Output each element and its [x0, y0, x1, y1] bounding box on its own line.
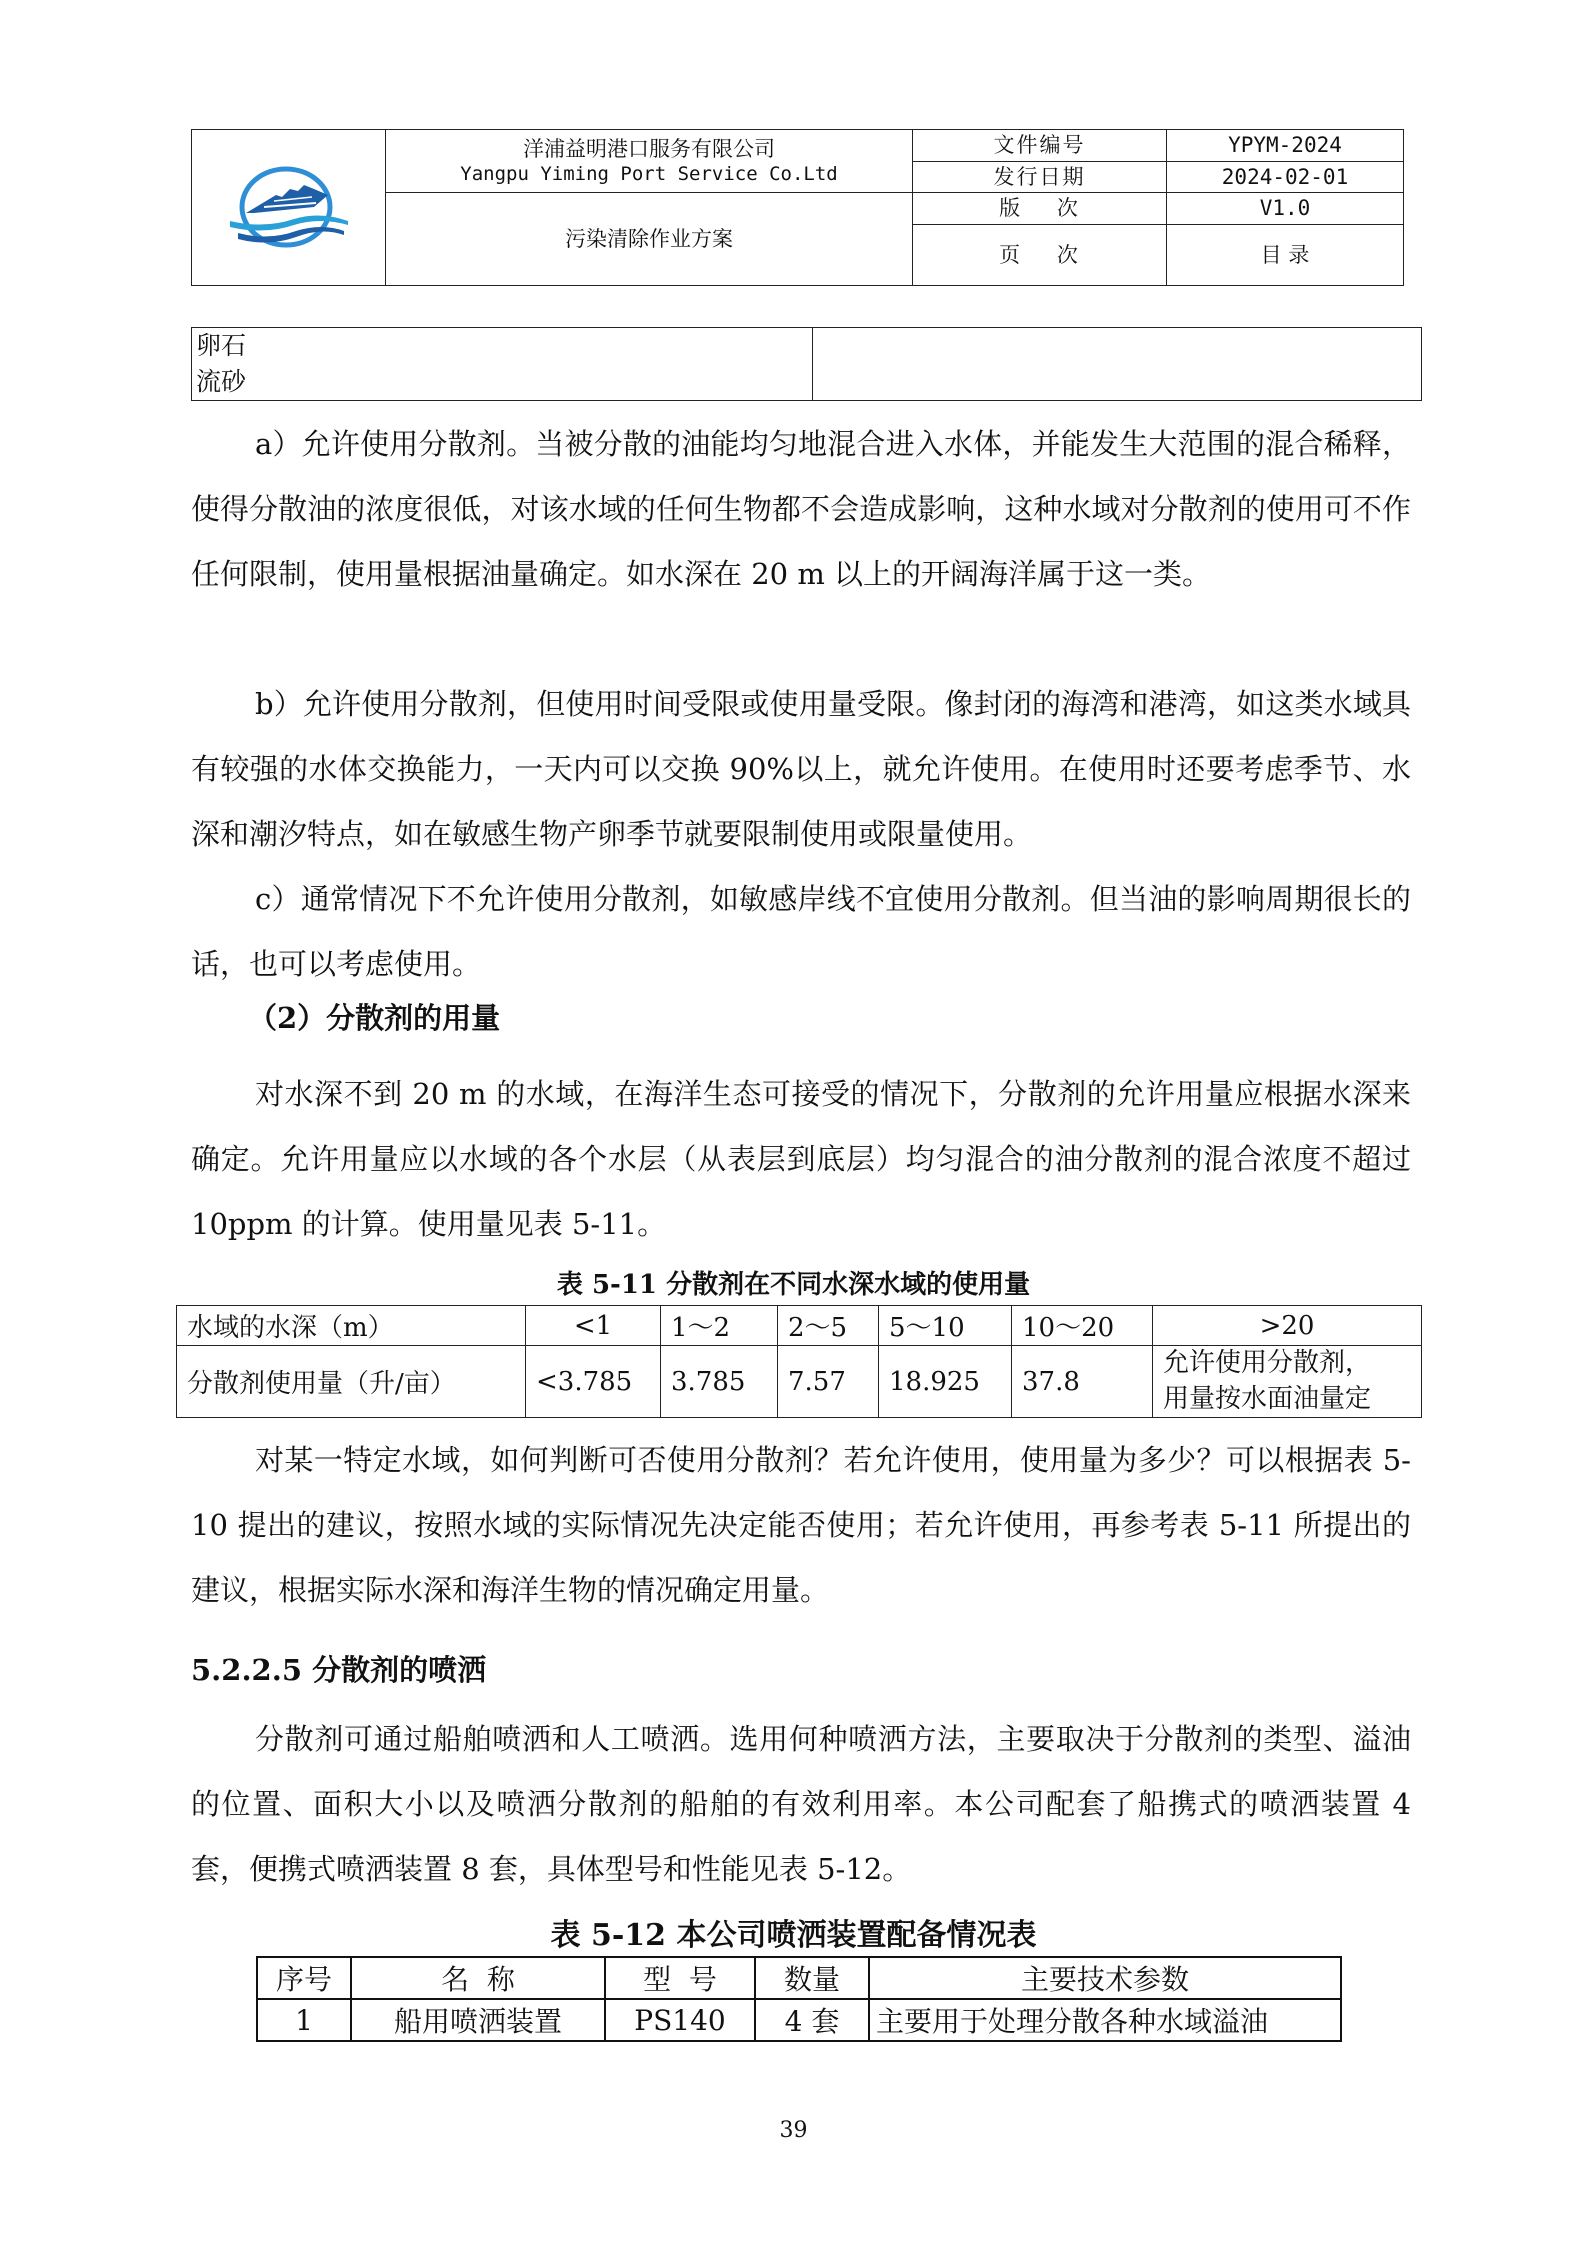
table-row: [177, 1346, 1422, 1418]
continuation-row-2: 流砂: [196, 366, 247, 396]
table-header-row: [257, 1957, 1341, 1999]
paragraph-usage: 对水深不到 20 m 的水域，在海洋生态可接受的情况下，分散剂的允许用量应根据水深来确定。允许用量应以水域的各个水层（从表层到底层）均匀混合的油分散剂的混合浓度不超过 10ppm 的计算。使用量见表 5-11。: [191, 1077, 1411, 1241]
paragraph-a-block: [191, 412, 1411, 607]
subheading-dosage: （2）分散剂的用量: [248, 1001, 501, 1035]
table-cell: 1: [257, 1999, 351, 2041]
paragraph-b-block: [191, 672, 1411, 867]
document-header: [191, 129, 1404, 286]
logo-cell: [192, 130, 386, 286]
issue-date-label: 发行日期: [913, 161, 1167, 193]
table-5-11: [176, 1305, 1422, 1418]
continuation-cell-right: [813, 328, 1422, 401]
table-row: [177, 1306, 1422, 1346]
paragraph-judge: 对某一特定水域，如何判断可否使用分散剂？若允许使用，使用量为多少？可以根据表 5-10 提出的建议，按照水域的实际情况先决定能否使用；若允许使用，再参考表 5-11 所提出的建议，根据实际水深和海洋生物的情况确定用量。: [191, 1443, 1411, 1607]
file-no-value: YPYM-2024: [1167, 130, 1404, 162]
table-5-12: [256, 1956, 1342, 2042]
paragraph-spray: 分散剂可通过船舶喷洒和人工喷洒。选用何种喷洒方法，主要取决于分散剂的类型、溢油的位置、面积大小以及喷洒分散剂的船舶的有效利用率。本公司配套了船携式的喷洒装置 4 套，便携式喷洒装置 8 套，具体型号和性能见表 5-12。: [191, 1722, 1411, 1886]
paragraph-c-block: [191, 867, 1411, 997]
doc-title: 污染清除作业方案: [386, 193, 913, 286]
continuation-cell-left: [192, 328, 813, 401]
table-cell: >20: [1153, 1306, 1422, 1346]
table-cell: PS140: [605, 1999, 755, 2041]
issue-date-value: 2024-02-01: [1167, 161, 1404, 193]
table-header-cell: 名 称: [351, 1957, 605, 1999]
table-cell: 水域的水深（m）: [177, 1306, 526, 1346]
table-cell: 分散剂使用量（升/亩）: [177, 1346, 526, 1418]
table-row: [257, 1999, 1341, 2041]
company-name-en: Yangpu Yiming Port Service Co.Ltd: [460, 162, 838, 185]
paragraph-b: b）允许使用分散剂，但使用时间受限或使用量受限。像封闭的海湾和港湾，如这类水域具有较强的水体交换能力，一天内可以交换 90%以上，就允许使用。在使用时还要考虑季节、水深和潮汐特点，如在敏感生物产卵季节就要限制使用或限量使用。: [191, 687, 1411, 851]
table-cell: 主要用于处理分散各种水域溢油: [869, 1999, 1341, 2041]
page-number: 39: [779, 2118, 808, 2143]
table-header-cell: 序号: [257, 1957, 351, 1999]
table-cell: 7.57: [778, 1346, 879, 1418]
table-cell: <3.785: [526, 1346, 661, 1418]
table-5-12-caption: 表 5-12 本公司喷洒装置配备情况表: [550, 1918, 1037, 1953]
table-cell: 5～10: [879, 1306, 1012, 1346]
paragraph-usage-block: [191, 1062, 1411, 1257]
paragraph-spray-block: [191, 1707, 1411, 1902]
page-label: 页 次: [913, 224, 1167, 285]
file-no-label: 文件编号: [913, 130, 1167, 162]
continuation-table: [191, 327, 1422, 401]
page-value: 目 录: [1167, 224, 1404, 285]
paragraph-c: c）通常情况下不允许使用分散剂，如敏感岸线不宜使用分散剂。但当油的影响周期很长的话，也可以考虑使用。: [191, 882, 1411, 981]
section-heading: 5.2.2.5 分散剂的喷洒: [191, 1653, 487, 1687]
paragraph-judge-block: [191, 1428, 1411, 1623]
ship-logo-icon: [224, 155, 354, 255]
table-cell: 10～20: [1012, 1306, 1153, 1346]
table-cell-line: 允许使用分散剂，: [1163, 1348, 1372, 1379]
table-cell: 18.925: [879, 1346, 1012, 1418]
table-5-11-caption: 表 5-11 分散剂在不同水深水域的使用量: [556, 1270, 1031, 1300]
paragraph-a: a）允许使用分散剂。当被分散的油能均匀地混合进入水体，并能发生大范围的混合稀释，使得分散油的浓度很低，对该水域的任何生物都不会造成影响，这种水域对分散剂的使用可不作任何限制，使用量根据油量确定。如水深在 20 m 以上的开阔海洋属于这一类。: [191, 427, 1411, 591]
table-cell: 船用喷洒装置: [351, 1999, 605, 2041]
table-cell: 37.8: [1012, 1346, 1153, 1418]
table-cell: [1153, 1346, 1422, 1418]
company-name-cell: [386, 130, 913, 193]
table-cell: <1: [526, 1306, 661, 1346]
table-cell: 4 套: [755, 1999, 869, 2041]
continuation-row-1: 卵石: [196, 331, 247, 360]
company-name-zh: 洋浦益明港口服务有限公司: [523, 136, 775, 161]
version-label: 版 次: [913, 193, 1167, 225]
table-header-cell: 型 号: [605, 1957, 755, 1999]
table-cell: 2～5: [778, 1306, 879, 1346]
table-cell: 3.785: [661, 1346, 778, 1418]
version-value: V1.0: [1167, 193, 1404, 225]
table-header-cell: 数量: [755, 1957, 869, 1999]
table-cell: 1～2: [661, 1306, 778, 1346]
table-cell-line: 用量按水面油量定: [1163, 1383, 1372, 1414]
table-header-cell: 主要技术参数: [869, 1957, 1341, 1999]
